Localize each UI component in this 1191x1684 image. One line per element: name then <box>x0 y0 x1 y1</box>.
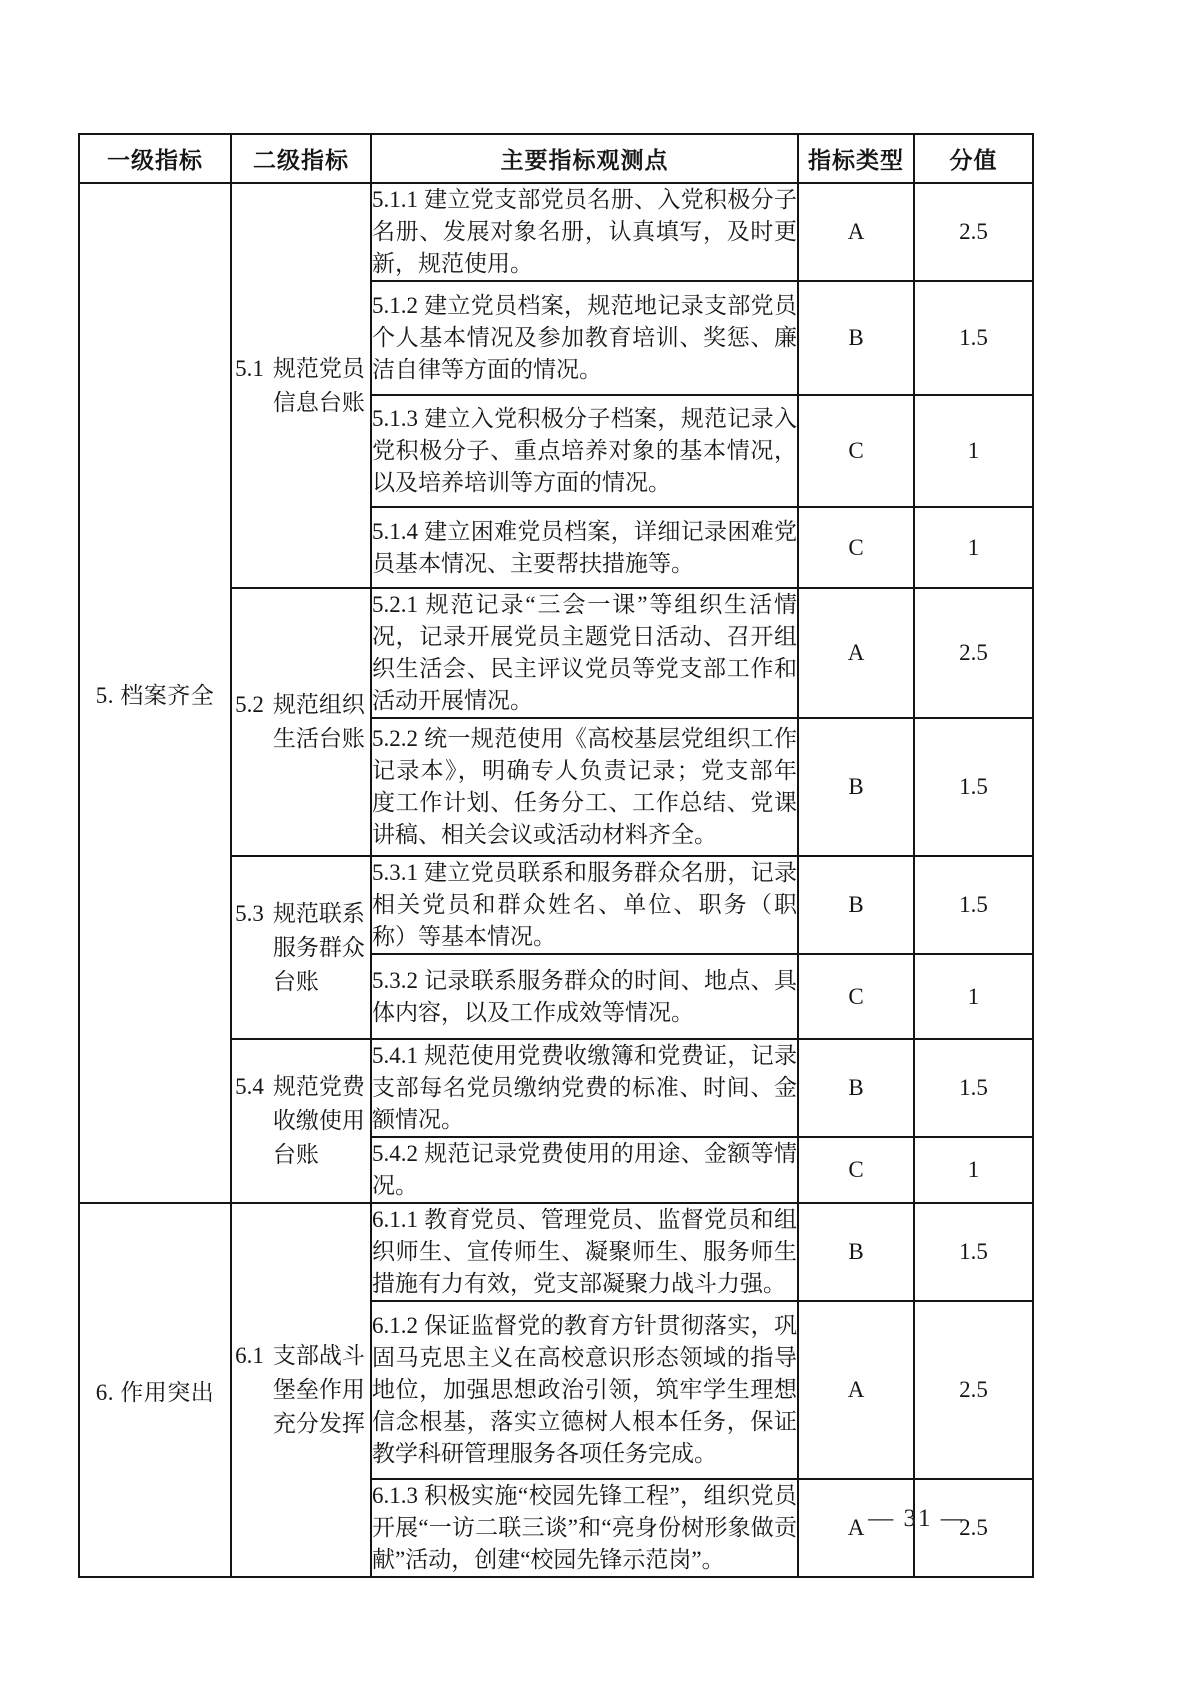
observation-text: 5.1.4 建立困难党员档案，详细记录困难党员基本情况、主要帮扶措施等。 <box>372 518 797 576</box>
type-cell: B <box>798 856 914 954</box>
score-cell: 1.5 <box>914 1203 1033 1301</box>
observation-cell <box>371 1039 798 1137</box>
secondary-indicator-cell <box>231 856 371 1039</box>
score-cell: 2.5 <box>914 183 1033 281</box>
type-cell: C <box>798 1137 914 1203</box>
score-cell: 2.5 <box>914 1479 1033 1577</box>
type-cell: C <box>798 395 914 507</box>
secondary-indicator <box>232 1339 370 1441</box>
observation-text: 6.1.3 积极实施“校园先锋工程”，组织党员开展“一访二联三谈”和“亮身份树形象做贡献”活动，创建“校园先锋示范岗”。 <box>372 1483 797 1572</box>
secondary-label: 规范组织生活台账 <box>272 692 365 751</box>
observation-cell <box>371 588 798 718</box>
observation-cell <box>371 1137 798 1203</box>
score-cell: 1.5 <box>914 281 1033 395</box>
type-cell: A <box>798 588 914 718</box>
observation-cell <box>371 1301 798 1479</box>
type-cell: B <box>798 1039 914 1137</box>
secondary-indicator <box>232 688 370 756</box>
type-cell: B <box>798 281 914 395</box>
type-cell: A <box>798 1301 914 1479</box>
score-cell: 1.5 <box>914 718 1033 856</box>
indicator-table <box>78 133 1034 1578</box>
score-cell: 1 <box>914 954 1033 1039</box>
observation-cell <box>371 856 798 954</box>
secondary-number: 5.3 <box>235 900 264 926</box>
primary-indicator-cell: 6. 作用突出 <box>79 1203 231 1577</box>
observation-text: 5.1.1 建立党支部党员名册、入党积极分子名册、发展对象名册，认真填写，及时更新，规范使用。 <box>372 187 797 276</box>
type-cell: B <box>798 1203 914 1301</box>
secondary-indicator-cell <box>231 1039 371 1203</box>
type-cell: B <box>798 718 914 856</box>
observation-cell <box>371 1479 798 1577</box>
secondary-indicator <box>232 1070 370 1172</box>
score-cell: 2.5 <box>914 588 1033 718</box>
score-cell: 1.5 <box>914 1039 1033 1137</box>
observation-text: 6.1.1 教育党员、管理党员、监督党员和组织师生、宣传师生、凝聚师生、服务师生措施有力有效，党支部凝聚力战斗力强。 <box>372 1207 797 1296</box>
table-row <box>79 1203 1033 1301</box>
observation-text: 5.4.1 规范使用党费收缴簿和党费证，记录支部每名党员缴纳党费的标准、时间、金额情况。 <box>372 1043 797 1132</box>
secondary-label: 规范联系服务群众台账 <box>272 900 365 994</box>
header-score: 分值 <box>914 134 1033 183</box>
secondary-indicator-cell <box>231 588 371 856</box>
secondary-indicator-cell <box>231 183 371 588</box>
header-row <box>79 134 1033 183</box>
page-number: — 31 — <box>868 1505 968 1532</box>
header-indicator-type: 指标类型 <box>798 134 914 183</box>
observation-text: 5.1.2 建立党员档案，规范地记录支部党员个人基本情况及参加教育培训、奖惩、廉洁自律等方面的情况。 <box>372 293 797 382</box>
observation-text: 5.2.2 统一规范使用《高校基层党组织工作记录本》，明确专人负责记录；党支部年度工作计划、任务分工、工作总结、党课讲稿、相关会议或活动材料齐全。 <box>372 726 797 847</box>
secondary-label: 规范党员信息台账 <box>272 355 365 415</box>
score-cell: 1 <box>914 507 1033 588</box>
secondary-indicator <box>232 897 370 999</box>
secondary-number: 6.1 <box>235 1343 264 1368</box>
observation-cell <box>371 507 798 588</box>
secondary-indicator-cell <box>231 1203 371 1577</box>
secondary-number: 5.4 <box>235 1074 264 1099</box>
primary-indicator-cell: 5. 档案齐全 <box>79 183 231 1203</box>
type-cell: C <box>798 954 914 1039</box>
score-cell: 1 <box>914 395 1033 507</box>
secondary-number: 5.2 <box>235 692 264 717</box>
observation-text: 5.2.1 规范记录“三会一课”等组织生活情况，记录开展党员主题党日活动、召开组织生活会、民主评议党员等党支部工作和活动开展情况。 <box>372 592 797 713</box>
score-cell: 2.5 <box>914 1301 1033 1479</box>
type-cell: C <box>798 507 914 588</box>
header-primary-indicator: 一级指标 <box>79 134 231 183</box>
observation-cell <box>371 1203 798 1301</box>
type-cell: A <box>798 183 914 281</box>
observation-text: 5.4.2 规范记录党费使用的用途、金额等情况。 <box>372 1141 797 1198</box>
secondary-label: 规范党费收缴使用台账 <box>272 1074 365 1167</box>
secondary-label: 支部战斗堡垒作用充分发挥 <box>272 1343 365 1436</box>
observation-cell <box>371 183 798 281</box>
secondary-number: 5.1 <box>235 355 264 381</box>
secondary-indicator <box>232 352 370 420</box>
observation-cell <box>371 395 798 507</box>
observation-cell <box>371 718 798 856</box>
header-secondary-indicator: 二级指标 <box>231 134 371 183</box>
header-observation-point: 主要指标观测点 <box>371 134 798 183</box>
observation-cell <box>371 281 798 395</box>
observation-text: 6.1.2 保证监督党的教育方针贯彻落实，巩固马克思主义在高校意识形态领域的指导地位，加强思想政治引领，筑牢学生理想信念根基，落实立德树人根本任务，保证教学科研管理服务各项任务完成。 <box>372 1313 797 1466</box>
observation-text: 5.3.2 记录联系服务群众的时间、地点、具体内容，以及工作成效等情况。 <box>372 967 797 1025</box>
observation-cell <box>371 954 798 1039</box>
observation-text: 5.3.1 建立党员联系和服务群众名册，记录相关党员和群众姓名、单位、职务（职称）等基本情况。 <box>372 860 797 949</box>
observation-text: 5.1.3 建立入党积极分子档案，规范记录入党积极分子、重点培养对象的基本情况，以及培养培训等方面的情况。 <box>372 406 797 495</box>
type-cell: A <box>798 1479 914 1577</box>
score-cell: 1 <box>914 1137 1033 1203</box>
table-row <box>79 183 1033 281</box>
score-cell: 1.5 <box>914 856 1033 954</box>
